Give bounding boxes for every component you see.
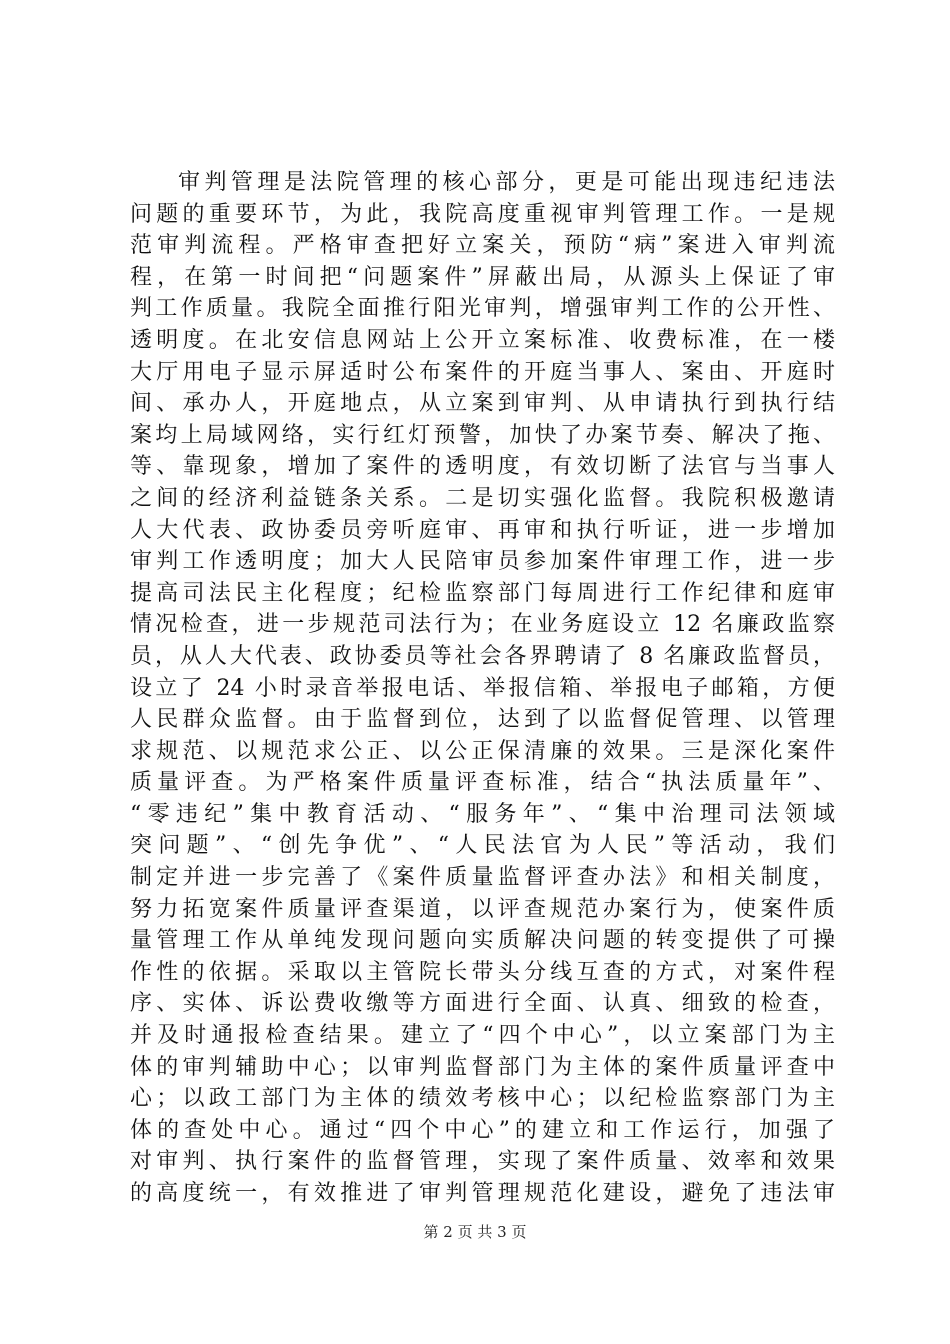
paragraph-line: 心；以政工部门为主体的绩效考核中心；以纪检监察部门为主 xyxy=(130,1086,835,1112)
paragraph-line: 量管理工作从单纯发现问题向实质解决问题的转变提供了可操 xyxy=(130,928,835,954)
paragraph-line: 问题的重要环节，为此，我院高度重视审判管理工作。一是规 xyxy=(130,201,835,227)
paragraph-line: 员，从人大代表、政协委员等社会各界聘请了 8 名廉政监督员， xyxy=(130,643,835,669)
paragraph-line: 范审判流程。严格审查把好立案关，预防“病”案进入审判流 xyxy=(130,233,835,259)
paragraph-line: 判工作质量。我院全面推行阳光审判，增强审判工作的公开性、 xyxy=(130,296,835,322)
paragraph-line: 审判工作透明度；加大人民陪审员参加案件审理工作，进一步 xyxy=(130,549,835,575)
paragraph-line: 体的查处中心。通过“四个中心”的建立和工作运行，加强了 xyxy=(130,1117,835,1143)
paragraph-line: 并及时通报检查结果。建立了“四个中心”，以立案部门为主 xyxy=(130,1023,835,1049)
paragraph-line: 努力拓宽案件质量评查渠道，以评查规范办案行为，使案件质 xyxy=(130,896,835,922)
page-footer xyxy=(0,1222,950,1242)
paragraph-line: 案均上局域网络，实行红灯预警，加快了办案节奏、解决了拖、 xyxy=(130,422,835,448)
paragraph-line: 透明度。在北安信息网站上公开立案标准、收费标准，在一楼 xyxy=(130,327,835,353)
paragraph-line: 突问题”、“创先争优”、“人民法官为人民”等活动，我们 xyxy=(130,833,835,859)
paragraph-line: 的高度统一，有效推进了审判管理规范化建设，避免了违法审 xyxy=(130,1181,835,1206)
paragraph-line: 审判管理是法院管理的核心部分，更是可能出现违纪违法 xyxy=(178,170,835,195)
paragraph-line: 制定并进一步完善了《案件质量监督评查办法》和相关制度， xyxy=(130,865,835,891)
paragraph-line: 情况检查，进一步规范司法行为；在业务庭设立 12 名廉政监察 xyxy=(130,612,835,638)
paragraph-line: 质量评查。为严格案件质量评查标准，结合“执法质量年”、 xyxy=(130,770,835,796)
paragraph-line: 体的审判辅助中心；以审判监督部门为主体的案件质量评查中 xyxy=(130,1054,835,1080)
paragraph-line: “零违纪”集中教育活动、“服务年”、“集中治理司法领域 xyxy=(130,801,835,827)
paragraph-line: 间、承办人，开庭地点，从立案到审判、从申请执行到执行结 xyxy=(130,391,835,417)
paragraph-line: 提高司法民主化程度；纪检监察部门每周进行工作纪律和庭审 xyxy=(130,580,835,606)
page-number-label: 第 2 页 共 3 页 xyxy=(423,1223,527,1241)
paragraph-line: 序、实体、诉讼费收缴等方面进行全面、认真、细致的检查， xyxy=(130,991,835,1017)
paragraph-line: 之间的经济利益链条关系。二是切实强化监督。我院积极邀请 xyxy=(130,485,835,511)
paragraph-line: 设立了 24 小时录音举报电话、举报信箱、举报电子邮箱，方便 xyxy=(130,675,835,701)
paragraph-line: 人民群众监督。由于监督到位，达到了以监督促管理、以管理 xyxy=(130,707,835,733)
paragraph-line: 作性的依据。采取以主管院长带头分线互查的方式，对案件程 xyxy=(130,959,835,985)
paragraph-line: 等、靠现象，增加了案件的透明度，有效切断了法官与当事人 xyxy=(130,454,835,480)
paragraph-line: 程，在第一时间把“问题案件”屏蔽出局，从源头上保证了审 xyxy=(130,264,835,290)
paragraph-line: 对审判、执行案件的监督管理，实现了案件质量、效率和效果 xyxy=(130,1149,835,1175)
paragraph-line: 求规范、以规范求公正、以公正保清廉的效果。三是深化案件 xyxy=(130,738,835,764)
paragraph-line: 人大代表、政协委员旁听庭审、再审和执行听证，进一步增加 xyxy=(130,517,835,543)
paragraph-line: 大厅用电子显示屏适时公布案件的开庭当事人、案由、开庭时 xyxy=(130,359,835,385)
body-paragraph xyxy=(130,167,835,1210)
